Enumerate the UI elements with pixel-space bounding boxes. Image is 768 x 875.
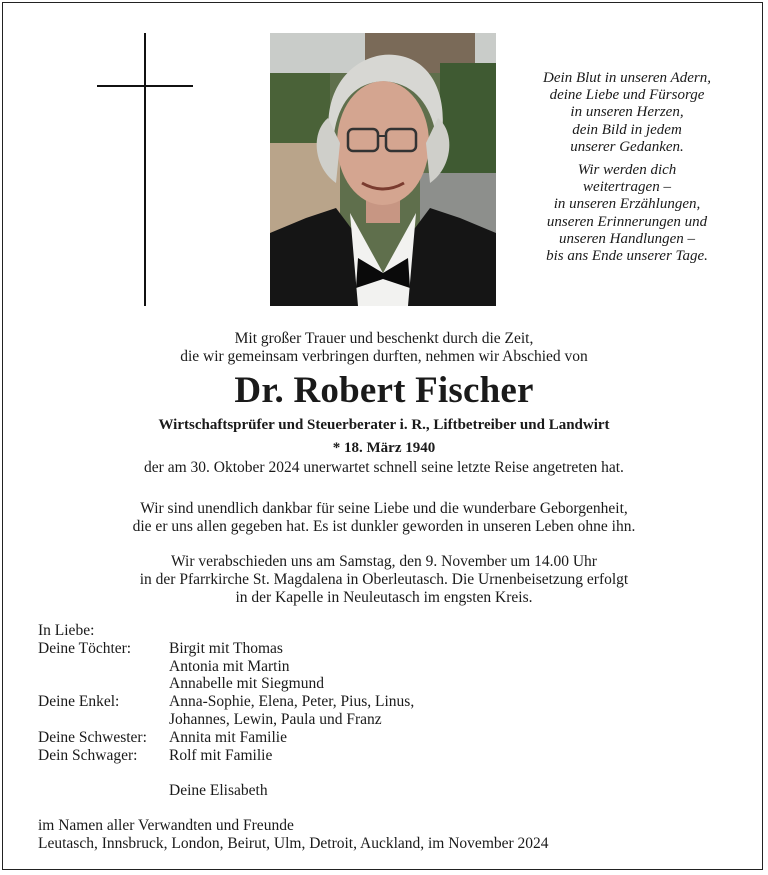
family-row: Deine Töchter: Birgit mit Thomas Antonia mit Martin Annabelle mit Siegmund xyxy=(38,639,324,693)
spouse-name: Deine Elisabeth xyxy=(169,782,268,800)
memorial-poem xyxy=(516,70,738,271)
death-notice: der am 30. Oktober 2024 unerwartet schnell seine letzte Reise angetreten hat. xyxy=(144,459,624,476)
deceased-name: Dr. Robert Fischer xyxy=(234,370,534,411)
family-row: Dein Schwager: Rolf mit Familie xyxy=(38,746,273,764)
family-row: Deine Enkel: Anna-Sophie, Elena, Peter, Pius, Linus, Johannes, Lewin, Paula und Franz xyxy=(38,693,415,728)
poem-stanza-1: Dein Blut in unseren Adern, deine Liebe und Fürsorge in unseren Herzen, dein Bild in jedem unserer Gedanken. xyxy=(543,70,711,155)
gratitude-text: Wir sind unendlich dankbar für seine Liebe und die wunderbare Geborgenheit, die er uns allen gegeben hat. Es ist dunkler geworden in unseren Leben ohne ihn. xyxy=(132,500,636,535)
family-list xyxy=(38,622,414,800)
family-heading: In Liebe: xyxy=(38,622,95,639)
spouse-row xyxy=(38,782,414,800)
closing-text: im Namen aller Verwandten und Freunde Leutasch, Innsbruck, London, Beirut, Ulm, Detroit, Auckland, im November 2024 xyxy=(38,817,549,852)
poem-stanza-2: Wir werden dich weitertragen – in unseren Erzählungen, unseren Erinnerungen und unseren Handlungen – bis ans Ende unserer Tage. xyxy=(546,162,708,265)
intro-text: Mit großer Trauer und beschenkt durch die Zeit, die wir gemeinsam verbringen durften, nehmen wir Abschied von xyxy=(180,330,588,365)
portrait-photo xyxy=(270,33,496,306)
service-details: Wir verabschieden uns am Samstag, den 9. November um 14.00 Uhr in der Pfarrkirche St. Magdalena in Oberleutasch. Die Urnenbeisetzung erfolgt in der Kapelle in Neuleutasch im engsten Kreis. xyxy=(139,553,629,606)
birth-date: * 18. März 1940 xyxy=(332,440,436,456)
deceased-profession: Wirtschaftsprüfer und Steuerberater i. R., Liftbetreiber und Landwirt xyxy=(158,417,610,433)
family-row: Deine Schwester: Annita mit Familie xyxy=(38,728,287,746)
